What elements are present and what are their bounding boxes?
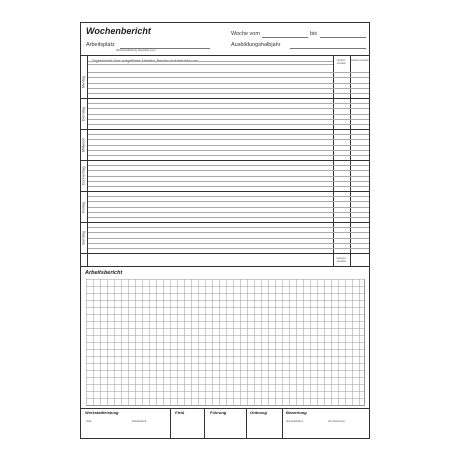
ruled-line bbox=[88, 165, 369, 166]
week-to-label: bis bbox=[310, 31, 318, 37]
day-label-saturday: Samstag bbox=[81, 230, 86, 246]
ruled-line bbox=[88, 114, 369, 115]
footer-divider bbox=[204, 408, 205, 439]
week-to-field[interactable] bbox=[320, 37, 366, 38]
ruled-line bbox=[88, 227, 369, 228]
workshop-performance-label: Werkstattleistung bbox=[85, 410, 119, 415]
ruled-line bbox=[88, 186, 369, 187]
work-report-grid[interactable] bbox=[86, 279, 365, 406]
ruled-line bbox=[88, 150, 369, 151]
conduct-label: Führung bbox=[210, 410, 227, 415]
ruled-line bbox=[88, 134, 369, 135]
week-from-field[interactable] bbox=[262, 37, 308, 38]
diligence-label: Fleiß bbox=[175, 410, 185, 415]
of-drawing-label: der Zeichnung bbox=[328, 420, 345, 423]
footer-divider bbox=[246, 408, 247, 439]
single-hours-header: Einzel-stunden bbox=[336, 59, 347, 65]
training-halfyear-label: Ausbildungshalbjahr bbox=[231, 42, 281, 48]
ruled-line bbox=[88, 103, 369, 104]
ruled-line bbox=[88, 170, 369, 171]
footer-divider bbox=[170, 408, 171, 439]
ruled-line bbox=[88, 77, 369, 78]
day-separator bbox=[80, 98, 370, 99]
day-separator bbox=[80, 253, 370, 254]
assessment-label: Bewertung bbox=[286, 410, 307, 415]
ruled-line bbox=[88, 155, 369, 156]
orderliness-label: Ordnung bbox=[250, 410, 267, 415]
ruled-line bbox=[88, 124, 369, 125]
workplace-label: Arbeitsplatz bbox=[86, 42, 115, 48]
weekly-total-label: Gesamt-stunden bbox=[336, 257, 347, 263]
ruled-line bbox=[88, 181, 369, 182]
ruled-line bbox=[88, 88, 369, 89]
footer-divider bbox=[282, 408, 283, 439]
day-separator bbox=[80, 222, 370, 223]
form-title: Wochenbericht bbox=[86, 26, 151, 36]
day-separator bbox=[80, 129, 370, 130]
table-top-border bbox=[80, 55, 370, 56]
ruled-line bbox=[88, 83, 369, 84]
ruled-line bbox=[88, 243, 369, 244]
day-separator bbox=[80, 160, 370, 161]
by-trainer-label: des Ausbilders bbox=[286, 420, 303, 423]
ruled-line bbox=[88, 119, 369, 120]
table-bottom-border bbox=[80, 266, 370, 267]
ruled-line bbox=[88, 212, 369, 213]
day-label-tuesday: Dienstag bbox=[81, 106, 86, 122]
day-label-thursday: Donnerstag bbox=[81, 166, 86, 186]
day-label-friday: Freitag bbox=[81, 201, 86, 213]
workplace-hint: (Betriebsabteilung, Baustelle usw.) bbox=[116, 49, 156, 52]
ruled-line bbox=[88, 248, 369, 249]
ruled-line bbox=[88, 108, 369, 109]
day-separator bbox=[80, 191, 370, 192]
day-label-wednesday: Mittwoch bbox=[81, 137, 86, 153]
ruled-line bbox=[88, 238, 369, 239]
footer-top-border bbox=[80, 408, 370, 409]
training-halfyear-field[interactable] bbox=[290, 48, 366, 49]
ruled-line bbox=[88, 217, 369, 218]
ruled-line bbox=[88, 176, 369, 177]
ruled-line bbox=[88, 64, 333, 65]
daily-report-intro: Tagesbericht über ausgeführte Arbeiten, Berufsschulunterricht usw. bbox=[92, 59, 199, 63]
ruled-line bbox=[88, 61, 333, 62]
ruled-line bbox=[88, 201, 369, 202]
ruled-line bbox=[88, 139, 369, 140]
ruled-line bbox=[88, 72, 369, 73]
quality-label: Güte bbox=[86, 420, 92, 423]
week-from-label: Woche vom bbox=[231, 31, 260, 37]
ruled-line bbox=[88, 207, 369, 208]
ruled-line bbox=[88, 145, 369, 146]
ruled-line bbox=[88, 93, 369, 94]
day-label-monday: Montag bbox=[81, 76, 86, 89]
work-report-title: Arbeitsbericht bbox=[85, 270, 123, 276]
ruled-line bbox=[88, 232, 369, 233]
time-effort-label: Zeitaufwand bbox=[132, 420, 147, 423]
ruled-line bbox=[88, 196, 369, 197]
total-hours-header: Gesamt-stunden bbox=[350, 59, 370, 62]
